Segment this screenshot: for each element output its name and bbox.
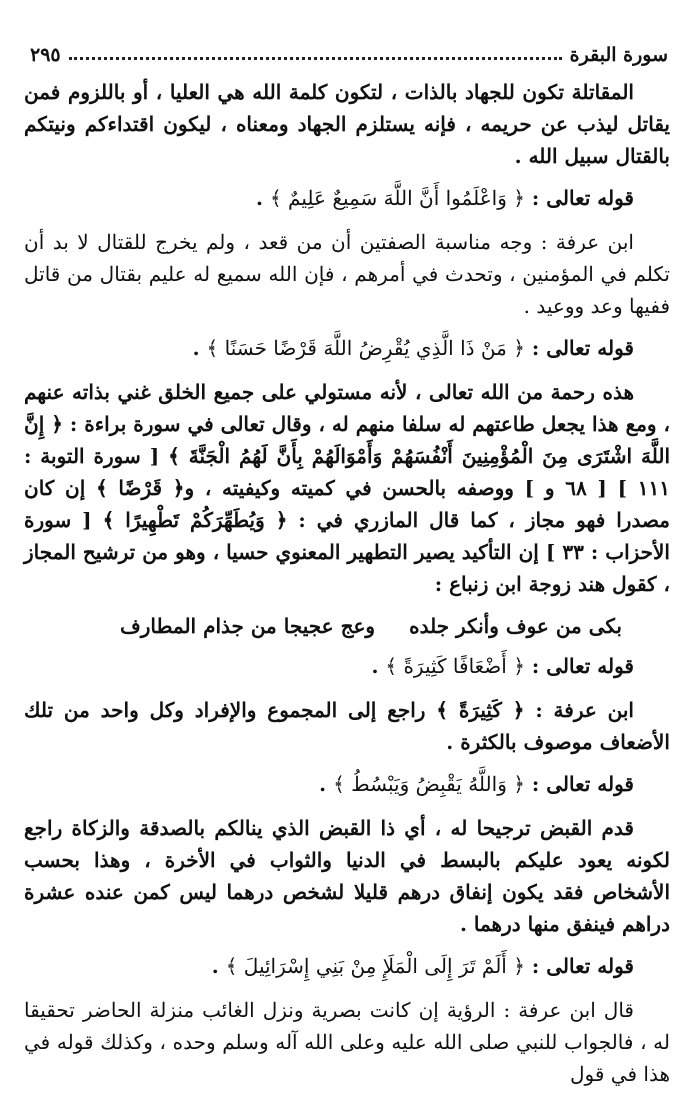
heading-lead: قوله تعالى : — [531, 954, 634, 978]
verse-second-hemistich: وعج عجيجا من جذام المطارف — [120, 614, 376, 638]
paragraph: قال ابن عرفة : الرؤية إن كانت بصرية ونزل الغائب منزلة الحاضر تحقيقا له ، فالجواب للنبي صلى الله عليه وعلى الله آله وسلم وحده ، وكذلك قوله في هذا في قول — [24, 998, 670, 1086]
page-body — [24, 76, 670, 1100]
heading-lead: قوله تعالى : — [531, 654, 634, 678]
surah-name: سورة البقرة — [569, 44, 668, 66]
heading-lead: قوله تعالى : — [531, 336, 634, 360]
quran-quote: ﴿ أَضْعَافًا كَثِيرَةً ﴾ — [385, 654, 525, 678]
quran-quote: ﴿ أَلَمْ تَرَ إِلَى الْمَلَإِ مِنْ بَنِي إِسْرَائِيلَ ﴾ — [225, 954, 525, 978]
heading-lead: قوله تعالى : — [531, 186, 634, 210]
paragraph: هذه رحمة من الله تعالى ، لأنه مستولي على جميع الخلق غني بذاته عنهم ، ومع هذا يجعل طاعتهم له سلفا منهم له ، وقال تعالى في سورة براءة : ﴿ إِنَّ اللَّهَ اشْتَرَى مِنَ الْمُؤْمِنِينَ أَنْفُسَهُمْ وَأَمْوَالَهُمْ بِأَنَّ لَهُمُ الْجَنَّةَ ﴾ [ سورة التوبة : ١١١ ] [ ٦٨ و ] ووصفه بالحسن في كميته وكيفيته ، و﴿ قَرْضًا ﴾ إن كان مصدرا فهو مجاز ، كما قال المازري في : ﴿ وَيُطَهِّرَكُمْ تَطْهِيرًا ﴾ [ سورة الأحزاب : ٣٣ ] إن التأكيد يصير التطهير المعنوي حسيا ، وهو من ترشيح المجاز ، كقول هند زوجة ابن زنباع : — [24, 380, 670, 596]
verse-heading — [24, 332, 670, 364]
paragraph: قدم القبض ترجيحا له ، أي ذا القبض الذي ينالكم بالصدقة والزكاة راجع لكونه يعود عليكم بالبسط في الدنيا والثواب في الأخرة ، وهذا بحسب الأشخاص فقد يكون إنفاق درهم قليلا لشخص درهما ليس كمن عنده عشرة دراهم فينفق منها درهما . — [24, 816, 670, 936]
heading-tail: . — [211, 954, 219, 978]
verse-heading — [24, 768, 670, 800]
paragraph: المقاتلة تكون للجهاد بالذات ، لتكون كلمة الله هي العليا ، أو باللزوم فمن يقاتل ليذب عن حريمه ، فإنه يستلزم الجهاد ومعناه ، ليكون اقتداءكم ونيتكم بالقتال سبيل الله . — [24, 80, 670, 168]
poetry-verse — [24, 610, 670, 642]
heading-tail: . — [192, 336, 200, 360]
page-number: ٢٩٥ — [30, 44, 61, 66]
running-header — [30, 36, 668, 66]
header-dot-leader — [69, 56, 562, 60]
quran-quote: ﴿ مَنْ ذَا الَّذِي يُقْرِضُ اللَّهَ قَرْضًا حَسَنًا ﴾ — [206, 336, 525, 360]
verse-heading — [24, 182, 670, 214]
paragraph: ابن عرفة : وجه مناسبة الصفتين أن من قعد ، ولم يخرج للقتال لا بد أن تكلم في المؤمنين ، وتحدث في أمرهم ، فإن الله سميع له عليم بقتال من قاتل ففيها وعد ووعيد . — [24, 230, 670, 318]
heading-tail: . — [319, 772, 327, 796]
verse-heading — [24, 650, 670, 682]
paragraph: ابن عرفة : ﴿ كَثِيرَةً ﴾ راجع إلى المجموع والإفراد وكل واحد من تلك الأضعاف موصوف بالكثرة . — [24, 698, 670, 754]
quran-quote: ﴿ وَاعْلَمُوا أَنَّ اللَّهَ سَمِيعٌ عَلِيمٌ ﴾ — [269, 186, 525, 210]
verse-first-hemistich: بكى من عوف وأنكر جلده — [409, 614, 622, 638]
heading-lead: قوله تعالى : — [531, 772, 634, 796]
verse-heading — [24, 950, 670, 982]
quran-quote: ﴿ وَاللَّهُ يَقْبِضُ وَيَبْسُطُ ﴾ — [333, 772, 525, 796]
heading-tail: . — [371, 654, 379, 678]
heading-tail: . — [256, 186, 264, 210]
